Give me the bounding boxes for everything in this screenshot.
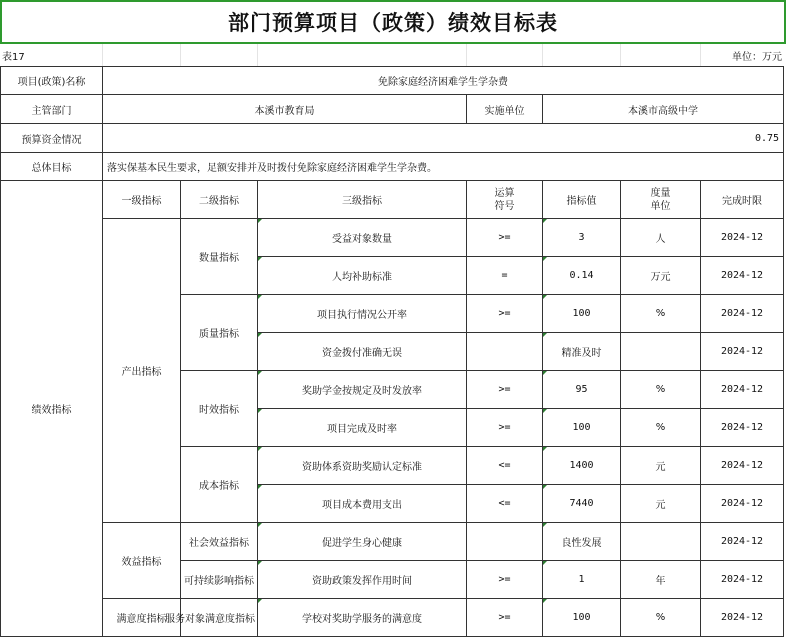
row-op[interactable]: >= xyxy=(467,561,543,599)
header-l1[interactable]: 一级指标 xyxy=(103,181,181,219)
budget-label[interactable]: 预算资金情况 xyxy=(1,124,103,153)
row-l3[interactable]: 项目执行情况公开率 xyxy=(258,295,467,333)
row-val[interactable]: 7440 xyxy=(543,485,621,523)
row-val[interactable]: 精准及时 xyxy=(543,333,621,371)
impl-value[interactable]: 本溪市高级中学 xyxy=(543,95,784,124)
row-val[interactable]: 100 xyxy=(543,599,621,637)
row-time[interactable]: 2024-12 xyxy=(701,257,784,295)
row-time[interactable]: 2024-12 xyxy=(701,219,784,257)
row-unit[interactable]: 人 xyxy=(621,219,701,257)
group-quantity[interactable]: 数量指标 xyxy=(181,219,258,295)
row-op[interactable]: = xyxy=(467,257,543,295)
row-unit[interactable]: % xyxy=(621,371,701,409)
row-time[interactable]: 2024-12 xyxy=(701,523,784,561)
gridline xyxy=(180,44,181,66)
row-unit[interactable]: % xyxy=(621,409,701,447)
row-val[interactable]: 1400 xyxy=(543,447,621,485)
group-benefit[interactable]: 效益指标 xyxy=(103,523,181,599)
row-time[interactable]: 2024-12 xyxy=(701,561,784,599)
gridline xyxy=(542,44,543,66)
title-cell[interactable] xyxy=(0,0,786,44)
table-row xyxy=(1,153,784,181)
row-l3[interactable]: 奖助学金按规定及时发放率 xyxy=(258,371,467,409)
row-val[interactable]: 100 xyxy=(543,295,621,333)
header-l2[interactable]: 二级指标 xyxy=(181,181,258,219)
row-val[interactable]: 95 xyxy=(543,371,621,409)
row-l3[interactable]: 资助政策发挥作用时间 xyxy=(258,561,467,599)
row-unit[interactable]: 元 xyxy=(621,447,701,485)
perf-label[interactable]: 绩效指标 xyxy=(1,181,103,637)
row-l3[interactable]: 促进学生身心健康 xyxy=(258,523,467,561)
header-unit[interactable]: 度量 单位 xyxy=(621,181,701,219)
row-l3[interactable]: 人均补助标准 xyxy=(258,257,467,295)
group-timeliness[interactable]: 时效指标 xyxy=(181,371,258,447)
row-time[interactable]: 2024-12 xyxy=(701,295,784,333)
unit-label: 单位：万元 xyxy=(732,52,782,63)
goal-label[interactable]: 总体目标 xyxy=(1,153,103,181)
header-l3[interactable]: 三级指标 xyxy=(258,181,467,219)
row-time[interactable]: 2024-12 xyxy=(701,485,784,523)
row-unit[interactable]: 元 xyxy=(621,485,701,523)
row-op[interactable]: >= xyxy=(467,371,543,409)
group-cost[interactable]: 成本指标 xyxy=(181,447,258,523)
gridline xyxy=(466,44,467,66)
gridline xyxy=(700,44,701,66)
row-val[interactable]: 1 xyxy=(543,561,621,599)
row-op[interactable]: <= xyxy=(467,485,543,523)
impl-label[interactable]: 实施单位 xyxy=(467,95,543,124)
row-l3[interactable]: 资助体系资助奖励认定标准 xyxy=(258,447,467,485)
table-row xyxy=(1,124,784,153)
row-unit[interactable]: % xyxy=(621,599,701,637)
row-l2[interactable]: 服务对象满意度指标 xyxy=(181,599,258,637)
page-title: 部门预算项目（政策）绩效目标表 xyxy=(228,10,558,35)
dept-label[interactable]: 主管部门 xyxy=(1,95,103,124)
table-row xyxy=(1,219,784,257)
group-quality[interactable]: 质量指标 xyxy=(181,295,258,371)
gridline xyxy=(102,44,103,66)
performance-table xyxy=(0,66,784,637)
row-op[interactable]: >= xyxy=(467,219,543,257)
row-l2[interactable]: 可持续影响指标 xyxy=(181,561,258,599)
row-unit[interactable] xyxy=(621,333,701,371)
project-name[interactable]: 免除家庭经济困难学生学杂费 xyxy=(103,67,784,95)
row-op[interactable]: >= xyxy=(467,295,543,333)
row-time[interactable]: 2024-12 xyxy=(701,447,784,485)
dept-value[interactable]: 本溪市教育局 xyxy=(103,95,467,124)
project-name-label[interactable]: 项目(政策)名称 xyxy=(1,67,103,95)
row-op[interactable]: >= xyxy=(467,409,543,447)
row-l3[interactable]: 受益对象数量 xyxy=(258,219,467,257)
row-val[interactable]: 良性发展 xyxy=(543,523,621,561)
group-satisfaction[interactable]: 满意度指标 xyxy=(103,599,181,637)
row-l3[interactable]: 项目成本费用支出 xyxy=(258,485,467,523)
row-time[interactable]: 2024-12 xyxy=(701,371,784,409)
group-output[interactable]: 产出指标 xyxy=(103,219,181,523)
row-l2[interactable]: 社会效益指标 xyxy=(181,523,258,561)
header-val[interactable]: 指标值 xyxy=(543,181,621,219)
row-op[interactable] xyxy=(467,523,543,561)
header-op[interactable]: 运算 符号 xyxy=(467,181,543,219)
table-number: 表17 xyxy=(2,52,25,63)
header-row xyxy=(1,181,784,219)
row-l3[interactable]: 项目完成及时率 xyxy=(258,409,467,447)
table-row xyxy=(1,67,784,95)
row-val[interactable]: 3 xyxy=(543,219,621,257)
row-time[interactable]: 2024-12 xyxy=(701,333,784,371)
row-val[interactable]: 0.14 xyxy=(543,257,621,295)
row-op[interactable] xyxy=(467,333,543,371)
row-val[interactable]: 100 xyxy=(543,409,621,447)
row-op[interactable]: >= xyxy=(467,599,543,637)
goal-value[interactable]: 落实保基本民生要求，足额安排并及时拨付免除家庭经济困难学生学杂费。 xyxy=(103,153,784,181)
row-l3[interactable]: 学校对奖助学服务的满意度 xyxy=(258,599,467,637)
row-unit[interactable] xyxy=(621,523,701,561)
row-unit[interactable]: 年 xyxy=(621,561,701,599)
row-l3[interactable]: 资金拨付准确无误 xyxy=(258,333,467,371)
table-row xyxy=(1,523,784,561)
meta-row xyxy=(0,44,786,66)
gridline xyxy=(257,44,258,66)
header-time[interactable]: 完成时限 xyxy=(701,181,784,219)
row-unit[interactable]: % xyxy=(621,295,701,333)
table-row xyxy=(1,599,784,637)
table-row xyxy=(1,95,784,124)
gridline xyxy=(620,44,621,66)
budget-value[interactable]: 0.75 xyxy=(103,124,784,153)
row-op[interactable]: <= xyxy=(467,447,543,485)
row-unit[interactable]: 万元 xyxy=(621,257,701,295)
row-time[interactable]: 2024-12 xyxy=(701,409,784,447)
row-time[interactable]: 2024-12 xyxy=(701,599,784,637)
